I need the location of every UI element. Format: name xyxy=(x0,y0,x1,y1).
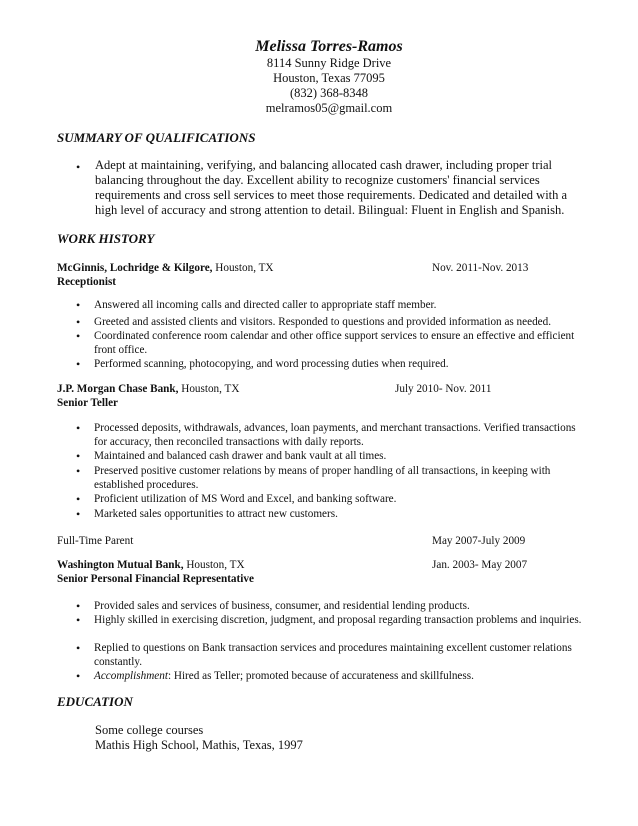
city-line: Houston, Texas 77095 xyxy=(273,71,385,85)
list-item: Greeted and assisted clients and visitors. Responded to questions and provided information as needed. xyxy=(94,316,552,328)
job-role: Senior Personal Financial Representative xyxy=(57,573,254,585)
list-item: Maintained and balanced cash drawer and bank vault at all times. xyxy=(94,450,387,462)
bullet-dot: • xyxy=(76,298,81,312)
bullet-dot: • xyxy=(76,599,81,613)
company-name: Washington Mutual Bank, xyxy=(57,559,184,571)
job-location: Houston, TX xyxy=(183,559,245,571)
accomplishment-label: Accomplishment xyxy=(94,670,168,682)
phone-line: (832) 368-8348 xyxy=(289,86,369,100)
education-line: Some college courses xyxy=(95,723,204,737)
job-dates: Nov. 2011-Nov. 2013 xyxy=(432,262,529,274)
job-location: Houston, TX xyxy=(212,262,274,274)
job-dates: Jan. 2003- May 2007 xyxy=(432,559,528,571)
list-item: Processed deposits, withdrawals, advances, loan payments, and merchant transactions. Verified transactions for accuracy, then reconciled transactions with daily reports. xyxy=(94,422,576,448)
job-dates: May 2007-July 2009 xyxy=(432,535,526,547)
list-item: Proficient utilization of MS Word and Excel, and banking software. xyxy=(94,493,397,505)
list-item: Preserved positive customer relations by means of proper handling of all transactions, in keeping with established procedures. xyxy=(94,465,551,491)
bullet-dot: • xyxy=(76,641,81,655)
bullet-dot: • xyxy=(76,507,81,521)
bullet-dot: • xyxy=(76,160,81,174)
bullet-dot: • xyxy=(76,464,81,478)
list-item: Marketed sales opportunities to attract new customers. xyxy=(94,508,338,520)
job-header xyxy=(57,382,239,396)
job-location: Houston, TX xyxy=(178,383,240,395)
job-header: Full-Time Parent xyxy=(57,535,134,547)
job-role: Receptionist xyxy=(57,276,117,288)
summary-heading: SUMMARY OF QUALIFICATIONS xyxy=(57,130,256,145)
education-heading: EDUCATION xyxy=(57,694,133,709)
job-header xyxy=(57,261,274,275)
job-dates: July 2010- Nov. 2011 xyxy=(395,383,492,395)
list-item: Coordinated conference room calendar and other office support services to ensure an effective and efficient front office. xyxy=(94,330,575,356)
summary-text: Adept at maintaining, verifying, and balancing allocated cash drawer, including proper trial balancing throughout the day. Excellent ability to recognize customers' financial services requirements and cross sell services to meet those requirements. Dedicated and detailed with a high level of accuracy and strong attention to detail. Bilingual: Fluent in English and Spanish. xyxy=(95,158,568,217)
bullet-dot: • xyxy=(76,315,81,329)
email-line: melramos05@gmail.com xyxy=(265,101,393,115)
bullet-dot: • xyxy=(76,492,81,506)
list-item: Replied to questions on Bank transaction services and procedures maintaining excellent customer relations constantly. xyxy=(94,642,572,668)
job-role: Senior Teller xyxy=(57,397,119,409)
contact-header xyxy=(0,38,638,116)
list-item: Answered all incoming calls and directed caller to appropriate staff member. xyxy=(94,299,437,311)
work-history-heading: WORK HISTORY xyxy=(57,231,155,246)
bullet-dot: • xyxy=(76,449,81,463)
candidate-name: Melissa Torres-Ramos xyxy=(255,38,403,55)
accomplishment-text: : Hired as Teller; promoted because of accurateness and skillfulness. xyxy=(167,670,474,682)
company-name: J.P. Morgan Chase Bank, xyxy=(57,383,179,395)
bullet-dot: • xyxy=(76,421,81,435)
list-item: Performed scanning, photocopying, and word processing duties when required. xyxy=(94,358,449,370)
bullet-dot: • xyxy=(76,357,81,371)
bullet-dot: • xyxy=(76,613,81,627)
list-item: Provided sales and services of business, consumer, and residential lending products. xyxy=(94,600,470,612)
list-item: Highly skilled in exercising discretion, judgment, and proposal regarding transaction problems and inquiries. xyxy=(94,614,582,626)
list-item xyxy=(94,669,586,683)
job-header xyxy=(57,558,245,572)
company-name: McGinnis, Lochridge & Kilgore, xyxy=(57,262,213,274)
bullet-dot: • xyxy=(76,329,81,343)
bullet-dot: • xyxy=(76,669,81,683)
education-line: Mathis High School, Mathis, Texas, 1997 xyxy=(95,738,303,752)
address-line: 8114 Sunny Ridge Drive xyxy=(266,56,392,70)
